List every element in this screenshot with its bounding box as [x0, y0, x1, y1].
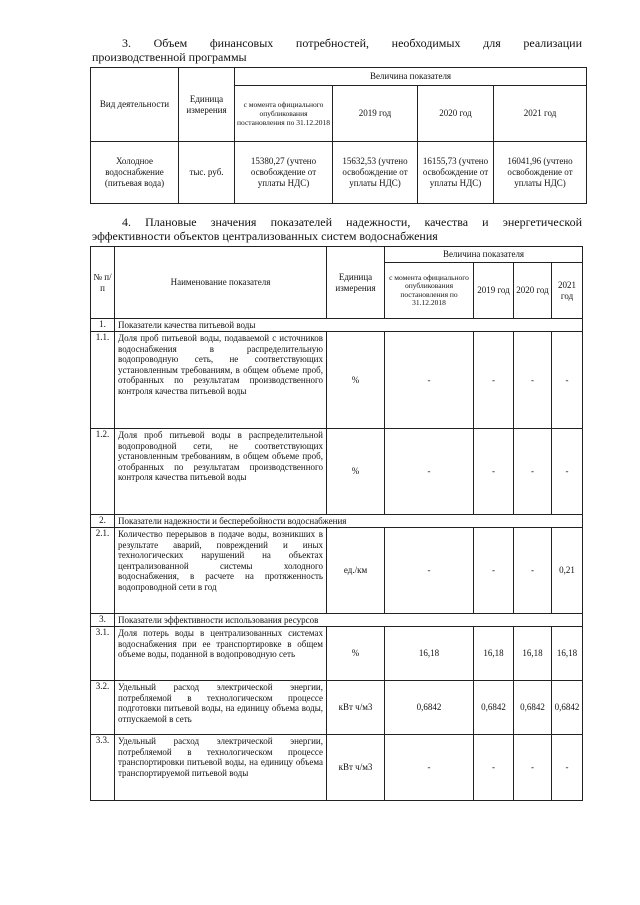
- row-number: 3.2.: [91, 681, 115, 735]
- value-base: -: [385, 332, 474, 429]
- indicators-table: [90, 246, 583, 801]
- t2-header-base: с момента официального опубликования постановления по 31.12.2018: [385, 263, 474, 319]
- t2-header-num: № п/п: [91, 247, 115, 319]
- row-number: 3.: [91, 614, 115, 627]
- section-title: Показатели качества питьевой воды: [115, 319, 583, 332]
- t2-section-row: [91, 515, 583, 528]
- t1-header-2019: 2019 год: [333, 86, 418, 142]
- t1-header-2021: 2021 год: [494, 86, 587, 142]
- row-number: 1.: [91, 319, 115, 332]
- indicator-unit: %: [327, 627, 385, 681]
- value-2020: 16,18: [514, 627, 552, 681]
- value-2021: 0,6842: [552, 681, 583, 735]
- indicator-name: Удельный расход электрической энергии, потребляемой в технологическом процессе подготовки питьевой воды, на единицу объема воды, отпускаемой в сеть: [115, 681, 327, 735]
- t2-section-row: [91, 614, 583, 627]
- indicator-name: Удельный расход электрической энергии, потребляемой в технологическом процессе транспортировки питьевой воды, на единицу объема транспортируемой питьевой воды: [115, 735, 327, 801]
- value-2021: -: [552, 735, 583, 801]
- section-4-line-2: эффективности объектов централизованных систем водоснабжения: [92, 229, 438, 243]
- value-2019: 16,18: [474, 627, 514, 681]
- value-base: 0,6842: [385, 681, 474, 735]
- indicator-unit: кВт ч/м3: [327, 681, 385, 735]
- value-2019: -: [474, 735, 514, 801]
- t1-header-value: Величина показателя: [235, 68, 587, 86]
- t2-item-row: [91, 528, 583, 614]
- t1-header-2020: 2020 год: [418, 86, 494, 142]
- row-number: 2.1.: [91, 528, 115, 614]
- t2-item-row: [91, 332, 583, 429]
- value-2021: 0,21: [552, 528, 583, 614]
- t1-cell-base: 15380,27 (учтено освобождение от уплаты НДС): [235, 142, 333, 204]
- t1-cell-2021: 16041,96 (учтено освобождение от уплаты НДС): [494, 142, 587, 204]
- t1-header-unit: Единица измерения: [179, 68, 235, 142]
- t2-header-unit: Единица измерения: [327, 247, 385, 319]
- value-2019: -: [474, 528, 514, 614]
- row-number: 3.3.: [91, 735, 115, 801]
- t2-item-row: [91, 627, 583, 681]
- row-number: 3.1.: [91, 627, 115, 681]
- t1-cell-2020: 16155,73 (учтено освобождение от уплаты НДС): [418, 142, 494, 204]
- section-4-heading: [92, 215, 582, 243]
- indicator-unit: кВт ч/м3: [327, 735, 385, 801]
- indicator-unit: %: [327, 332, 385, 429]
- t2-section-row: [91, 319, 583, 332]
- value-2019: -: [474, 429, 514, 515]
- value-base: -: [385, 735, 474, 801]
- value-2021: -: [552, 429, 583, 515]
- t1-cell-unit: тыс. руб.: [179, 142, 235, 204]
- section-4-line-1: 4. Плановые значения показателей надежности, качества и энергетической: [122, 215, 582, 229]
- value-2021: 16,18: [552, 627, 583, 681]
- value-2019: 0,6842: [474, 681, 514, 735]
- indicator-unit: ед./км: [327, 528, 385, 614]
- section-3-heading: [92, 36, 582, 64]
- t1-cell-2019: 15632,53 (учтено освобождение от уплаты НДС): [333, 142, 418, 204]
- value-base: -: [385, 528, 474, 614]
- t1-header-base: с момента официального опубликования постановления по 31.12.2018: [235, 86, 333, 142]
- t2-header-2021: 2021 год: [552, 263, 583, 319]
- t2-header-name: Наименование показателя: [115, 247, 327, 319]
- indicator-name: Доля проб питьевой воды, подаваемой с источников водоснабжения в распределительную водопроводную сеть, не соответствующих установленным требованиям, в общем объеме проб, отобранных по результатам производственного контроля качества питьевой воды: [115, 332, 327, 429]
- section-title: Показатели надежности и бесперебойности водоснабжения: [115, 515, 583, 528]
- value-2020: -: [514, 735, 552, 801]
- value-base: -: [385, 429, 474, 515]
- t1-cell-activity: Холодное водоснабжение (питьевая вода): [91, 142, 179, 204]
- section-title: Показатели эффективности использования ресурсов: [115, 614, 583, 627]
- t2-item-row: [91, 681, 583, 735]
- section-3-line-1: 3. Объем финансовых потребностей, необходимых для реализации: [122, 36, 582, 50]
- row-number: 1.1.: [91, 332, 115, 429]
- row-number: 1.2.: [91, 429, 115, 515]
- indicator-name: Доля потерь воды в централизованных системах водоснабжения при ее транспортировке в общем объеме воды, поданной в водопроводную сеть: [115, 627, 327, 681]
- row-number: 2.: [91, 515, 115, 528]
- t2-header-2020: 2020 год: [514, 263, 552, 319]
- indicator-name: Количество перерывов в подаче воды, возникших в результате аварий, повреждений и иных технологических нарушений на объектах централизованной системы холодного водоснабжения, в расчете на протяженность водопроводной сети в год: [115, 528, 327, 614]
- value-2020: -: [514, 332, 552, 429]
- financial-needs-table: [90, 67, 587, 204]
- t2-item-row: [91, 429, 583, 515]
- indicator-name: Доля проб питьевой воды в распределительной водопроводной сети, не соответствующих установленным требованиям, в общем объеме проб, отобранных по результатам производственного контроля качества питьевой воды: [115, 429, 327, 515]
- t1-data-row: [91, 142, 587, 204]
- t1-header-activity: Вид деятельности: [91, 68, 179, 142]
- t2-item-row: [91, 735, 583, 801]
- t2-header-2019: 2019 год: [474, 263, 514, 319]
- t2-header-value: Величина показателя: [385, 247, 583, 263]
- value-2020: 0,6842: [514, 681, 552, 735]
- section-3-line-2: производственной программы: [92, 50, 247, 64]
- value-2021: -: [552, 332, 583, 429]
- indicator-unit: %: [327, 429, 385, 515]
- value-2019: -: [474, 332, 514, 429]
- value-2020: -: [514, 528, 552, 614]
- value-base: 16,18: [385, 627, 474, 681]
- value-2020: -: [514, 429, 552, 515]
